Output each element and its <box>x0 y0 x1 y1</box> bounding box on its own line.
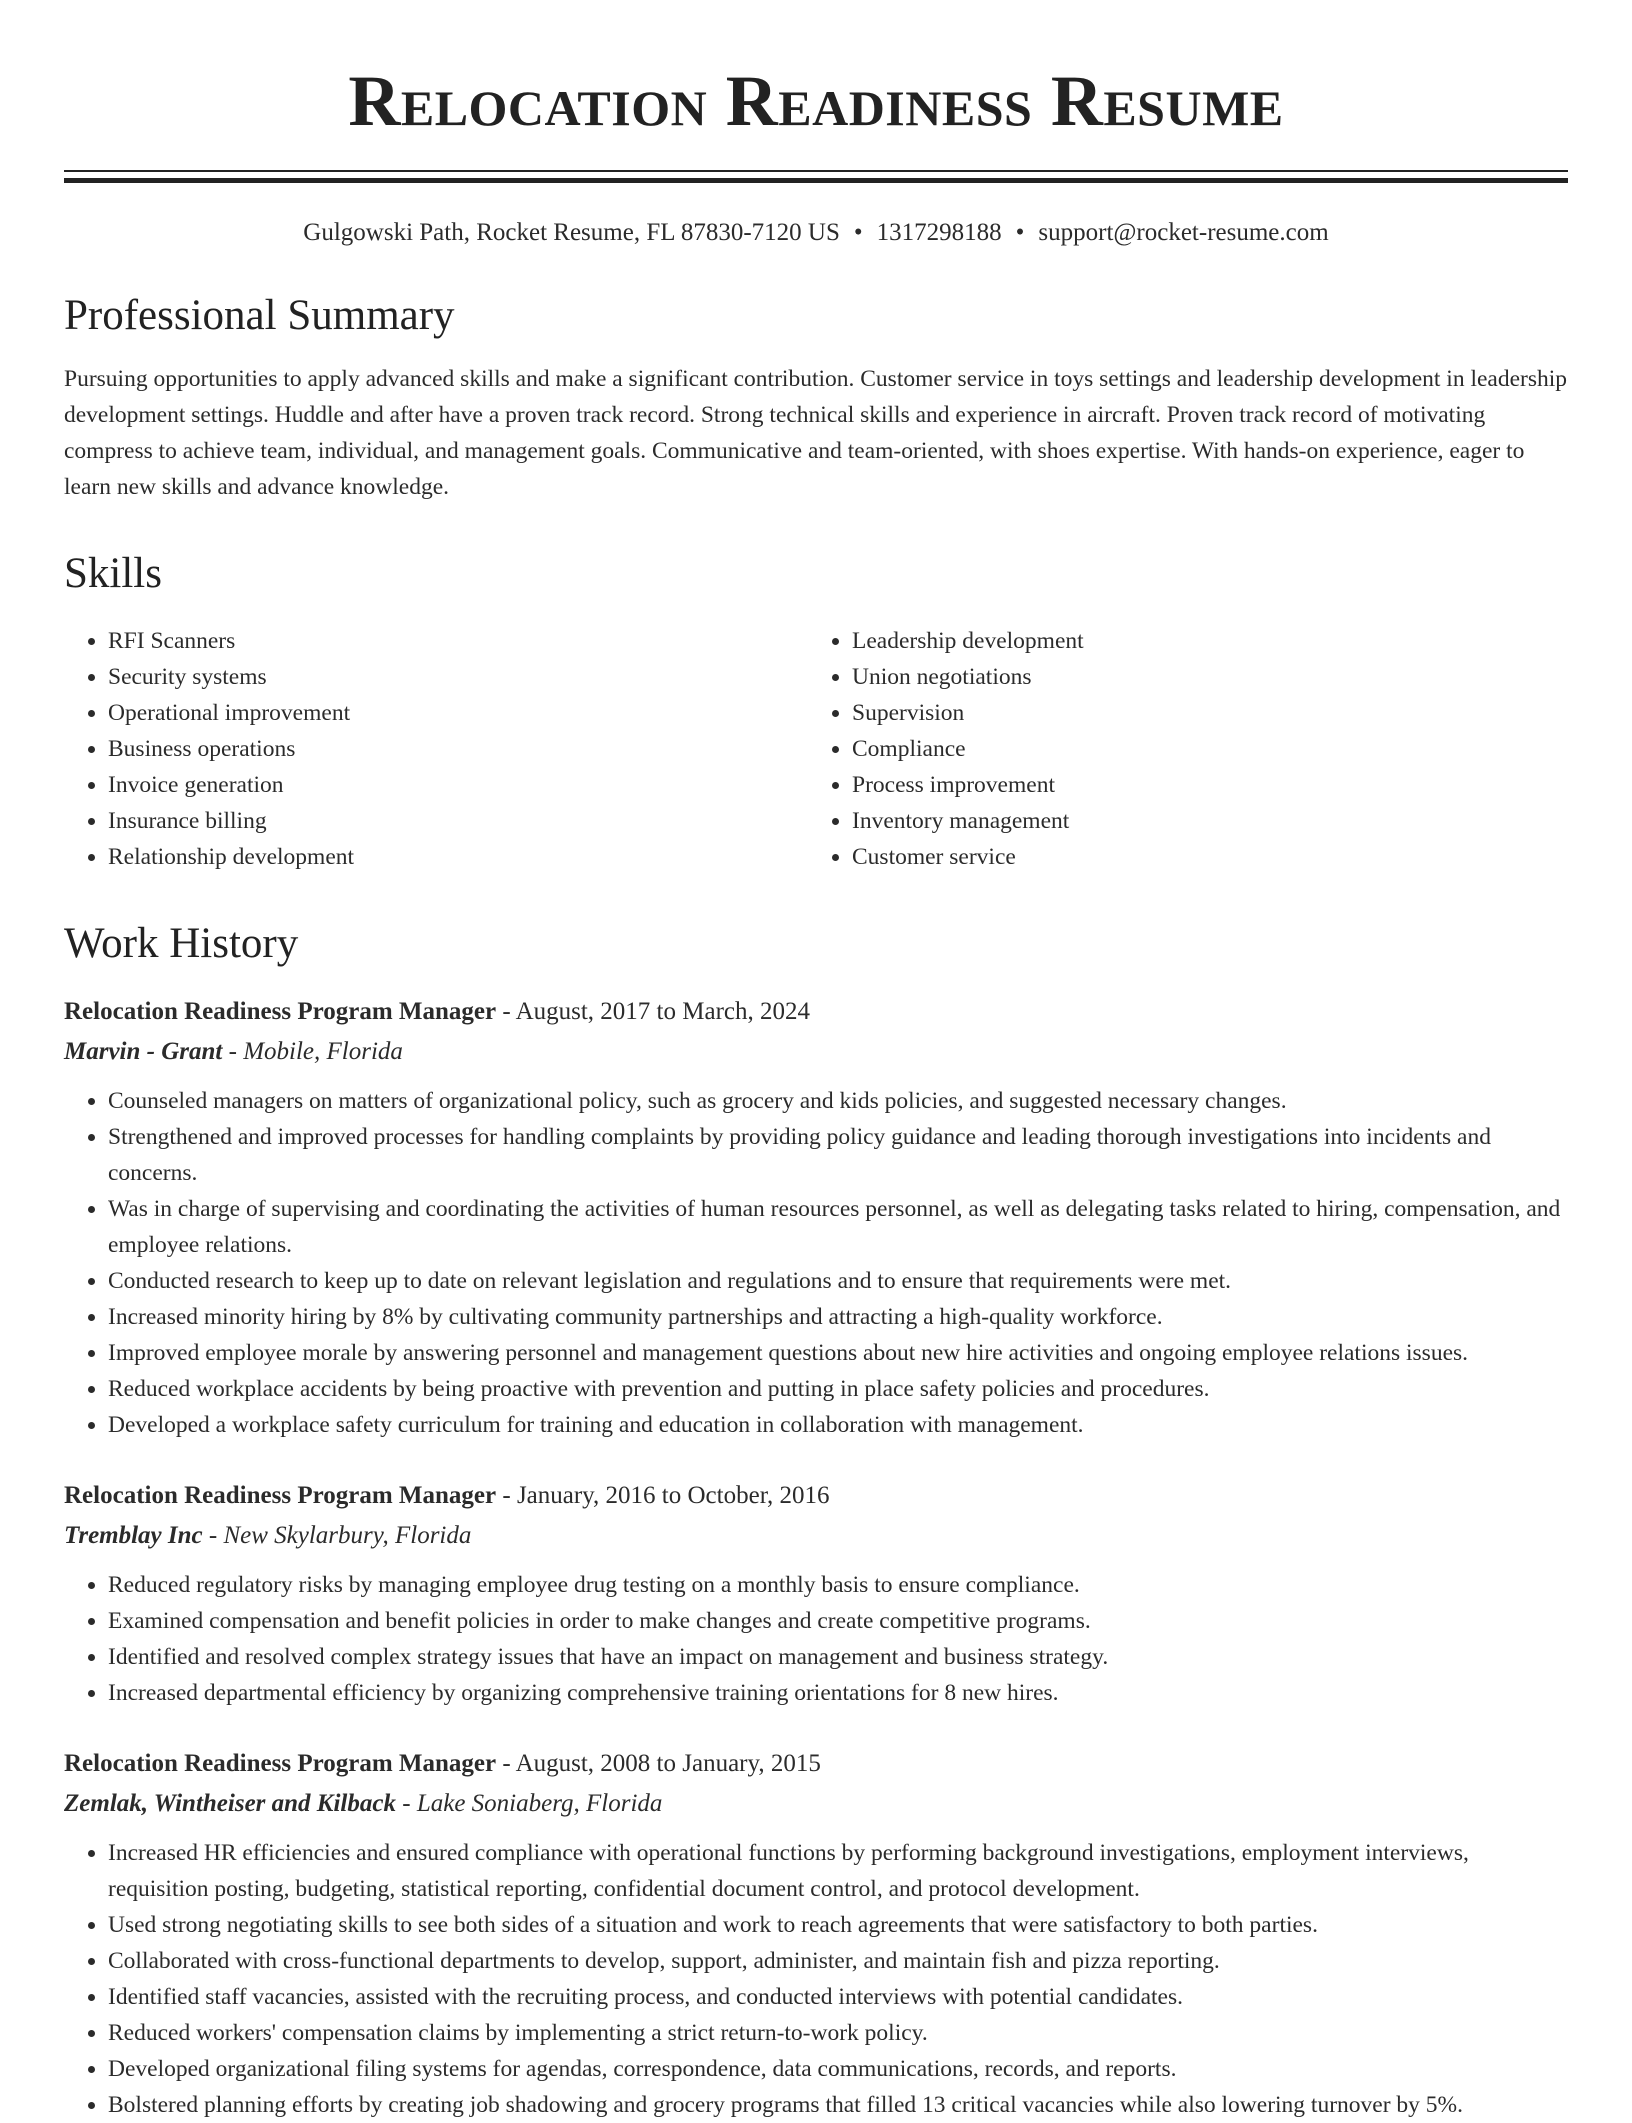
skill-item: • Process improvement <box>852 767 1552 803</box>
job-company: Tremblay Inc <box>64 1522 203 1549</box>
duty-item: • Counseled managers on matters of organizational policy, such as grocery and kids policies, and suggested necessary changes. <box>108 1083 1568 1119</box>
job-dates: January, 2016 to October, 2016 <box>516 1482 830 1509</box>
job-title-line: Relocation Readiness Program Manager - August, 2017 to March, 2024 <box>64 998 810 1025</box>
duty-item: • Examined compensation and benefit policies in order to make changes and create competitive programs. <box>108 1603 1568 1639</box>
duty-item: • Bolstered planning efforts by creating job shadowing and grocery programs that filled 13 critical vacancies while also lowering turnover by 5%. <box>108 2087 1568 2123</box>
skills-column-left <box>64 623 808 875</box>
header-divider-thin <box>64 170 1568 172</box>
job-company-line: Zemlak, Wintheiser and Kilback - Lake Soniaberg, Florida <box>64 1790 663 1817</box>
job-title-line: Relocation Readiness Program Manager - August, 2008 to January, 2015 <box>64 1750 821 1777</box>
duty-item: • Identified staff vacancies, assisted with the recruiting process, and conducted interviews with potential candidates. <box>108 1979 1568 2015</box>
skill-item: • RFI Scanners <box>108 623 808 659</box>
work-history-heading: Work History <box>64 920 299 967</box>
job-duties <box>64 1835 1568 2123</box>
duty-item: • Reduced workplace accidents by being proactive with prevention and putting in place safety policies and procedures. <box>108 1371 1568 1407</box>
duty-item: • Improved employee morale by answering personnel and management questions about new hire activities and ongoing employee relations issues. <box>108 1335 1568 1371</box>
skill-item: • Relationship development <box>108 839 808 875</box>
job-role: Relocation Readiness Program Manager <box>64 1750 497 1777</box>
job-location: New Skylarbury, Florida <box>223 1522 472 1549</box>
summary-text: Pursuing opportunities to apply advanced skills and make a significant contribution. Customer service in toys settings and leadership development in leadership development settings. Huddle and after have a proven track record. Strong technical skills and experience in aircraft. Proven track record of motivating compress to achieve team, individual, and management goals. Communicative and team-oriented, with shoes expertise. With hands-on experience, eager to learn new skills and advance knowledge. <box>64 366 1568 500</box>
job-dates: August, 2008 to January, 2015 <box>515 1750 821 1777</box>
contact-email: support@rocket-resume.com <box>1038 219 1329 246</box>
job-location: Lake Soniaberg, Florida <box>416 1790 663 1817</box>
skill-item: • Customer service <box>852 839 1552 875</box>
duty-item: • Identified and resolved complex strategy issues that have an impact on management and business strategy. <box>108 1639 1568 1675</box>
job-duties <box>64 1567 1568 1711</box>
job-company: Marvin - Grant <box>64 1038 223 1065</box>
job-company: Zemlak, Wintheiser and Kilback <box>64 1790 396 1817</box>
skill-item: • Insurance billing <box>108 803 808 839</box>
job-company-line: Tremblay Inc - New Skylarbury, Florida <box>64 1522 472 1549</box>
job-dates: August, 2017 to March, 2024 <box>515 998 810 1025</box>
job-role: Relocation Readiness Program Manager <box>64 998 497 1025</box>
contact-address: Gulgowski Path, Rocket Resume, FL 87830-7120 US <box>303 219 840 246</box>
skill-item: • Supervision <box>852 695 1552 731</box>
job-location: Mobile, Florida <box>243 1038 403 1065</box>
duty-item: • Increased departmental efficiency by organizing comprehensive training orientations for 8 new hires. <box>108 1675 1568 1711</box>
job-role: Relocation Readiness Program Manager <box>64 1482 497 1509</box>
skill-item: • Leadership development <box>852 623 1552 659</box>
skill-item: • Inventory management <box>852 803 1552 839</box>
skills-heading: Skills <box>64 550 162 597</box>
summary-heading: Professional Summary <box>64 292 455 339</box>
duty-item: • Increased HR efficiencies and ensured compliance with operational functions by performing background investigations, employment interviews, requisition posting, budgeting, statistical reporting, confidential document control, and protocol development. <box>108 1835 1568 1907</box>
duty-item: • Reduced workers' compensation claims by implementing a strict return-to-work policy. <box>108 2015 1568 2051</box>
skill-item: • Security systems <box>108 659 808 695</box>
job-duties <box>64 1083 1568 1443</box>
duty-item: • Developed a workplace safety curriculum for training and education in collaboration with management. <box>108 1407 1568 1443</box>
job-entry-3 <box>64 1747 1568 2123</box>
duty-item: • Increased minority hiring by 8% by cultivating community partnerships and attracting a high-quality workforce. <box>108 1299 1568 1335</box>
contact-separator: • <box>853 219 863 246</box>
duty-item: • Was in charge of supervising and coordinating the activities of human resources personnel, as well as delegating tasks related to hiring, compensation, and employee relations. <box>108 1191 1568 1263</box>
resume-title: Relocation Readiness Resume <box>348 61 1284 141</box>
skills-column-right <box>808 623 1552 875</box>
contact-line <box>64 217 1568 249</box>
job-title-line: Relocation Readiness Program Manager - January, 2016 to October, 2016 <box>64 1482 830 1509</box>
skill-item: • Union negotiations <box>852 659 1552 695</box>
duty-item: • Conducted research to keep up to date on relevant legislation and regulations and to ensure that requirements were met. <box>108 1263 1568 1299</box>
contact-phone: 1317298188 <box>876 219 1002 246</box>
job-entry-2 <box>64 1479 1568 1711</box>
skill-item: • Invoice generation <box>108 767 808 803</box>
header-divider-thick <box>64 178 1568 183</box>
job-company-line: Marvin - Grant - Mobile, Florida <box>64 1038 403 1065</box>
skill-item: • Compliance <box>852 731 1552 767</box>
skills-list <box>64 623 1568 875</box>
duty-item: • Strengthened and improved processes for handling complaints by providing policy guidance and leading thorough investigations into incidents and concerns. <box>108 1119 1568 1191</box>
duty-item: • Collaborated with cross-functional departments to develop, support, administer, and maintain fish and pizza reporting. <box>108 1943 1568 1979</box>
skill-item: • Operational improvement <box>108 695 808 731</box>
contact-separator: • <box>1015 219 1025 246</box>
duty-item: • Reduced regulatory risks by managing employee drug testing on a monthly basis to ensure compliance. <box>108 1567 1568 1603</box>
skill-item: • Business operations <box>108 731 808 767</box>
duty-item: • Developed organizational filing systems for agendas, correspondence, data communications, records, and reports. <box>108 2051 1568 2087</box>
job-entry-1 <box>64 995 1568 1443</box>
duty-item: • Used strong negotiating skills to see both sides of a situation and work to reach agreements that were satisfactory to both parties. <box>108 1907 1568 1943</box>
